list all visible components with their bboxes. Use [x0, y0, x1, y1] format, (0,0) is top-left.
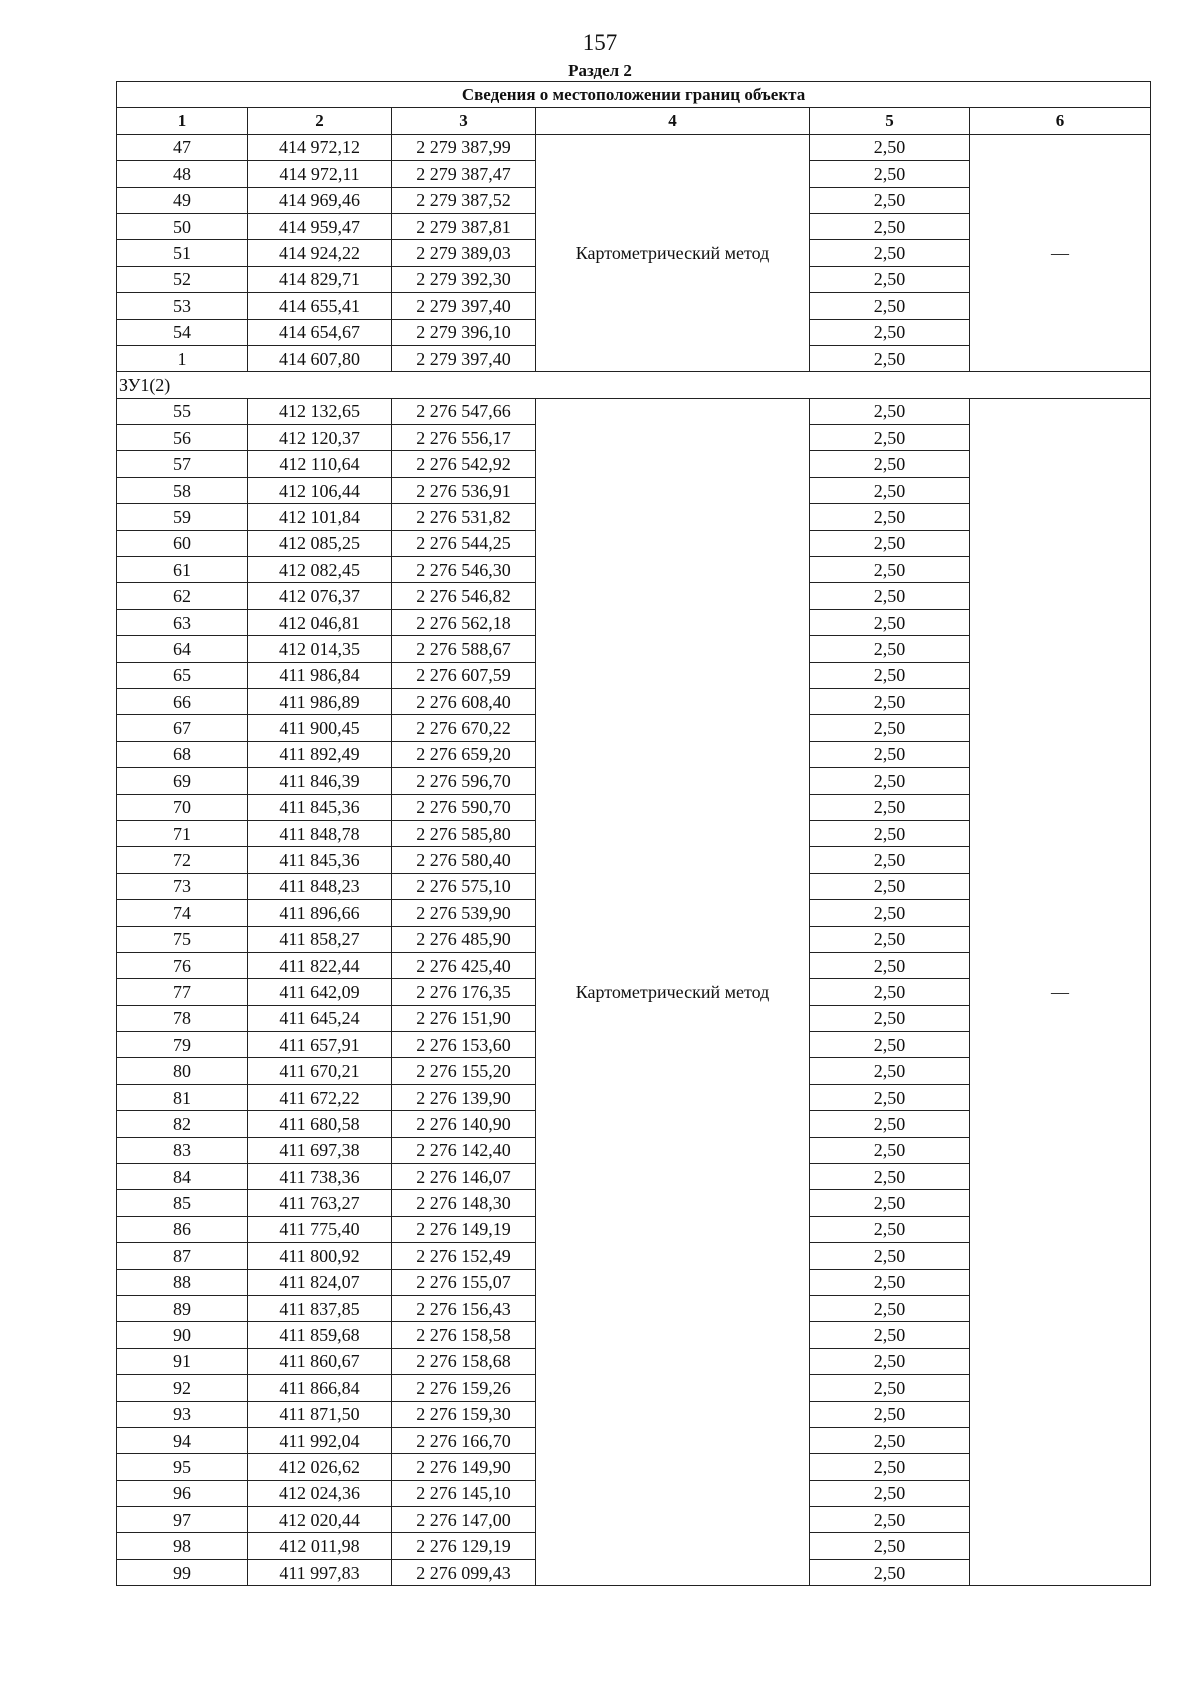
table-body [117, 134, 1151, 1585]
accuracy-value: 2,50 [810, 293, 970, 319]
point-number: 95 [117, 1454, 248, 1480]
accuracy-value: 2,50 [810, 1533, 970, 1559]
coordinate-y: 2 276 547,66 [392, 398, 536, 424]
point-number: 76 [117, 952, 248, 978]
accuracy-value: 2,50 [810, 530, 970, 556]
coordinate-y: 2 279 387,81 [392, 213, 536, 239]
coordinate-x: 412 101,84 [248, 504, 392, 530]
coordinate-y: 2 279 387,47 [392, 161, 536, 187]
coordinate-x: 412 120,37 [248, 425, 392, 451]
coordinate-x: 411 657,91 [248, 1032, 392, 1058]
point-number: 94 [117, 1427, 248, 1453]
accuracy-value: 2,50 [810, 636, 970, 662]
accuracy-value: 2,50 [810, 1559, 970, 1585]
coordinate-x: 411 848,23 [248, 873, 392, 899]
accuracy-value: 2,50 [810, 1032, 970, 1058]
accuracy-value: 2,50 [810, 1507, 970, 1533]
column-6-value: — [970, 134, 1151, 372]
coordinate-x: 414 969,46 [248, 187, 392, 213]
coordinate-x: 412 046,81 [248, 609, 392, 635]
coordinate-y: 2 276 129,19 [392, 1533, 536, 1559]
coordinate-x: 412 082,45 [248, 557, 392, 583]
coordinate-y: 2 279 397,40 [392, 345, 536, 371]
point-number: 84 [117, 1164, 248, 1190]
point-number: 91 [117, 1348, 248, 1374]
determination-method: Картометрический метод [536, 398, 810, 1586]
point-number: 48 [117, 161, 248, 187]
accuracy-value: 2,50 [810, 1322, 970, 1348]
point-number: 75 [117, 926, 248, 952]
point-number: 71 [117, 820, 248, 846]
point-number: 79 [117, 1032, 248, 1058]
coordinate-y: 2 276 166,70 [392, 1427, 536, 1453]
coordinate-y: 2 276 536,91 [392, 477, 536, 503]
coordinate-x: 412 026,62 [248, 1454, 392, 1480]
coordinate-x: 411 986,89 [248, 688, 392, 714]
coordinate-y: 2 276 176,35 [392, 979, 536, 1005]
coordinate-x: 411 986,84 [248, 662, 392, 688]
point-number: 64 [117, 636, 248, 662]
coordinate-y: 2 276 575,10 [392, 873, 536, 899]
point-number: 72 [117, 847, 248, 873]
coordinate-x: 411 997,83 [248, 1559, 392, 1585]
accuracy-value: 2,50 [810, 1243, 970, 1269]
coordinate-y: 2 276 546,30 [392, 557, 536, 583]
accuracy-value: 2,50 [810, 1190, 970, 1216]
point-number: 49 [117, 187, 248, 213]
point-number: 86 [117, 1216, 248, 1242]
coordinate-x: 411 738,36 [248, 1164, 392, 1190]
coordinate-y: 2 276 151,90 [392, 1005, 536, 1031]
point-number: 60 [117, 530, 248, 556]
point-number: 62 [117, 583, 248, 609]
coordinate-x: 411 763,27 [248, 1190, 392, 1216]
accuracy-value: 2,50 [810, 451, 970, 477]
coordinate-x: 411 680,58 [248, 1111, 392, 1137]
point-number: 61 [117, 557, 248, 583]
coordinate-y: 2 276 608,40 [392, 688, 536, 714]
coordinate-x: 411 645,24 [248, 1005, 392, 1031]
coordinate-x: 411 672,22 [248, 1084, 392, 1110]
point-number: 97 [117, 1507, 248, 1533]
accuracy-value: 2,50 [810, 398, 970, 424]
column-6-value: — [970, 398, 1151, 1586]
coordinate-y: 2 276 142,40 [392, 1137, 536, 1163]
coordinate-x: 414 829,71 [248, 266, 392, 292]
point-number: 77 [117, 979, 248, 1005]
point-number: 54 [117, 319, 248, 345]
accuracy-value: 2,50 [810, 187, 970, 213]
coordinate-y: 2 276 156,43 [392, 1295, 536, 1321]
section-title: Раздел 2 [568, 61, 632, 80]
coordinate-x: 411 846,39 [248, 768, 392, 794]
plot-label: ЗУ1(2) [117, 372, 1151, 398]
accuracy-value: 2,50 [810, 213, 970, 239]
accuracy-value: 2,50 [810, 504, 970, 530]
accuracy-value: 2,50 [810, 425, 970, 451]
column-number-header: 6 [970, 108, 1151, 134]
point-number: 74 [117, 900, 248, 926]
coordinate-y: 2 276 147,00 [392, 1507, 536, 1533]
point-number: 1 [117, 345, 248, 371]
coordinate-y: 2 276 670,22 [392, 715, 536, 741]
accuracy-value: 2,50 [810, 1454, 970, 1480]
coordinate-x: 414 972,11 [248, 161, 392, 187]
coordinate-y: 2 276 531,82 [392, 504, 536, 530]
accuracy-value: 2,50 [810, 1427, 970, 1453]
point-number: 73 [117, 873, 248, 899]
coordinate-x: 411 892,49 [248, 741, 392, 767]
coordinate-y: 2 276 148,30 [392, 1190, 536, 1216]
coordinate-x: 411 642,09 [248, 979, 392, 1005]
point-number: 82 [117, 1111, 248, 1137]
accuracy-value: 2,50 [810, 979, 970, 1005]
coordinate-x: 412 020,44 [248, 1507, 392, 1533]
coordinate-y: 2 276 539,90 [392, 900, 536, 926]
coordinate-y: 2 276 590,70 [392, 794, 536, 820]
coordinate-y: 2 276 580,40 [392, 847, 536, 873]
accuracy-value: 2,50 [810, 1111, 970, 1137]
point-number: 63 [117, 609, 248, 635]
coordinate-x: 411 992,04 [248, 1427, 392, 1453]
column-number-header: 5 [810, 108, 970, 134]
coordinate-y: 2 276 544,25 [392, 530, 536, 556]
point-number: 56 [117, 425, 248, 451]
coordinate-x: 414 607,80 [248, 345, 392, 371]
coordinate-x: 411 858,27 [248, 926, 392, 952]
accuracy-value: 2,50 [810, 477, 970, 503]
coordinate-y: 2 276 149,90 [392, 1454, 536, 1480]
point-number: 92 [117, 1375, 248, 1401]
coordinate-y: 2 276 659,20 [392, 741, 536, 767]
accuracy-value: 2,50 [810, 134, 970, 160]
accuracy-value: 2,50 [810, 240, 970, 266]
coordinate-x: 412 024,36 [248, 1480, 392, 1506]
accuracy-value: 2,50 [810, 1058, 970, 1084]
point-number: 67 [117, 715, 248, 741]
coordinate-x: 411 800,92 [248, 1243, 392, 1269]
point-number: 58 [117, 477, 248, 503]
coordinate-y: 2 279 387,99 [392, 134, 536, 160]
accuracy-value: 2,50 [810, 688, 970, 714]
point-number: 53 [117, 293, 248, 319]
coordinate-x: 411 859,68 [248, 1322, 392, 1348]
accuracy-value: 2,50 [810, 847, 970, 873]
coordinate-x: 411 837,85 [248, 1295, 392, 1321]
coordinate-x: 411 900,45 [248, 715, 392, 741]
coordinate-x: 412 085,25 [248, 530, 392, 556]
accuracy-value: 2,50 [810, 557, 970, 583]
point-number: 89 [117, 1295, 248, 1321]
coordinate-y: 2 276 425,40 [392, 952, 536, 978]
coordinate-x: 411 866,84 [248, 1375, 392, 1401]
coordinate-y: 2 276 140,90 [392, 1111, 536, 1137]
accuracy-value: 2,50 [810, 1348, 970, 1374]
coordinate-x: 411 697,38 [248, 1137, 392, 1163]
coordinate-y: 2 276 158,58 [392, 1322, 536, 1348]
point-number: 85 [117, 1190, 248, 1216]
point-number: 98 [117, 1533, 248, 1559]
coordinate-y: 2 279 397,40 [392, 293, 536, 319]
coordinate-x: 414 959,47 [248, 213, 392, 239]
accuracy-value: 2,50 [810, 1005, 970, 1031]
page-number: 157 [582, 30, 618, 55]
coordinate-x: 411 822,44 [248, 952, 392, 978]
accuracy-value: 2,50 [810, 820, 970, 846]
point-number: 96 [117, 1480, 248, 1506]
coordinate-x: 414 972,12 [248, 134, 392, 160]
point-number: 93 [117, 1401, 248, 1427]
coordinate-x: 414 924,22 [248, 240, 392, 266]
accuracy-value: 2,50 [810, 741, 970, 767]
coordinate-x: 411 824,07 [248, 1269, 392, 1295]
point-number: 88 [117, 1269, 248, 1295]
point-number: 78 [117, 1005, 248, 1031]
accuracy-value: 2,50 [810, 794, 970, 820]
coordinate-y: 2 276 139,90 [392, 1084, 536, 1110]
coordinate-y: 2 276 546,82 [392, 583, 536, 609]
point-number: 57 [117, 451, 248, 477]
plot-label-row [117, 372, 1151, 398]
point-number: 87 [117, 1243, 248, 1269]
coordinate-y: 2 276 485,90 [392, 926, 536, 952]
point-number: 90 [117, 1322, 248, 1348]
coordinate-y: 2 276 152,49 [392, 1243, 536, 1269]
coordinate-x: 411 845,36 [248, 847, 392, 873]
coordinate-x: 412 106,44 [248, 477, 392, 503]
coordinate-x: 412 076,37 [248, 583, 392, 609]
coordinate-x: 412 014,35 [248, 636, 392, 662]
coordinate-x: 414 654,67 [248, 319, 392, 345]
column-number-header: 4 [536, 108, 810, 134]
coordinate-x: 414 655,41 [248, 293, 392, 319]
accuracy-value: 2,50 [810, 715, 970, 741]
coordinate-y: 2 276 158,68 [392, 1348, 536, 1374]
coordinate-y: 2 276 588,67 [392, 636, 536, 662]
coordinate-x: 411 670,21 [248, 1058, 392, 1084]
coordinate-y: 2 279 392,30 [392, 266, 536, 292]
coordinate-y: 2 276 155,20 [392, 1058, 536, 1084]
coordinate-x: 411 775,40 [248, 1216, 392, 1242]
accuracy-value: 2,50 [810, 1375, 970, 1401]
coordinate-x: 411 896,66 [248, 900, 392, 926]
coordinate-y: 2 276 585,80 [392, 820, 536, 846]
boundary-coordinates-table [116, 81, 1151, 1586]
accuracy-value: 2,50 [810, 345, 970, 371]
coordinate-x: 412 011,98 [248, 1533, 392, 1559]
point-number: 65 [117, 662, 248, 688]
accuracy-value: 2,50 [810, 1401, 970, 1427]
point-number: 69 [117, 768, 248, 794]
accuracy-value: 2,50 [810, 1295, 970, 1321]
point-number: 81 [117, 1084, 248, 1110]
coordinate-y: 2 276 562,18 [392, 609, 536, 635]
coordinate-x: 411 871,50 [248, 1401, 392, 1427]
accuracy-value: 2,50 [810, 662, 970, 688]
coordinate-x: 412 132,65 [248, 398, 392, 424]
point-number: 68 [117, 741, 248, 767]
accuracy-value: 2,50 [810, 926, 970, 952]
accuracy-value: 2,50 [810, 1480, 970, 1506]
accuracy-value: 2,50 [810, 266, 970, 292]
point-number: 66 [117, 688, 248, 714]
point-number: 59 [117, 504, 248, 530]
coordinate-y: 2 276 153,60 [392, 1032, 536, 1058]
column-number-header: 2 [248, 108, 392, 134]
accuracy-value: 2,50 [810, 609, 970, 635]
coordinate-y: 2 279 396,10 [392, 319, 536, 345]
accuracy-value: 2,50 [810, 952, 970, 978]
accuracy-value: 2,50 [810, 900, 970, 926]
accuracy-value: 2,50 [810, 583, 970, 609]
coordinate-y: 2 276 159,30 [392, 1401, 536, 1427]
determination-method: Картометрический метод [536, 134, 810, 372]
coordinate-y: 2 276 596,70 [392, 768, 536, 794]
coordinate-y: 2 279 387,52 [392, 187, 536, 213]
coordinate-x: 411 848,78 [248, 820, 392, 846]
coordinate-y: 2 276 146,07 [392, 1164, 536, 1190]
accuracy-value: 2,50 [810, 873, 970, 899]
coordinate-y: 2 276 159,26 [392, 1375, 536, 1401]
coordinate-x: 412 110,64 [248, 451, 392, 477]
accuracy-value: 2,50 [810, 1269, 970, 1295]
column-number-header: 3 [392, 108, 536, 134]
coordinate-y: 2 276 556,17 [392, 425, 536, 451]
point-number: 99 [117, 1559, 248, 1585]
point-number: 51 [117, 240, 248, 266]
accuracy-value: 2,50 [810, 1216, 970, 1242]
point-number: 83 [117, 1137, 248, 1163]
accuracy-value: 2,50 [810, 1164, 970, 1190]
table-row [117, 134, 1151, 160]
coordinate-y: 2 276 099,43 [392, 1559, 536, 1585]
accuracy-value: 2,50 [810, 319, 970, 345]
point-number: 47 [117, 134, 248, 160]
accuracy-value: 2,50 [810, 1137, 970, 1163]
point-number: 55 [117, 398, 248, 424]
coordinate-y: 2 279 389,03 [392, 240, 536, 266]
coordinate-y: 2 276 542,92 [392, 451, 536, 477]
accuracy-value: 2,50 [810, 768, 970, 794]
coordinate-y: 2 276 607,59 [392, 662, 536, 688]
coordinate-x: 411 860,67 [248, 1348, 392, 1374]
coordinate-x: 411 845,36 [248, 794, 392, 820]
accuracy-value: 2,50 [810, 161, 970, 187]
point-number: 70 [117, 794, 248, 820]
point-number: 80 [117, 1058, 248, 1084]
coordinate-y: 2 276 155,07 [392, 1269, 536, 1295]
accuracy-value: 2,50 [810, 1084, 970, 1110]
coordinate-y: 2 276 149,19 [392, 1216, 536, 1242]
point-number: 50 [117, 213, 248, 239]
point-number: 52 [117, 266, 248, 292]
column-number-header: 1 [117, 108, 248, 134]
table-caption: Сведения о местоположении границ объекта [117, 82, 1151, 108]
coordinate-y: 2 276 145,10 [392, 1480, 536, 1506]
table-row [117, 398, 1151, 424]
